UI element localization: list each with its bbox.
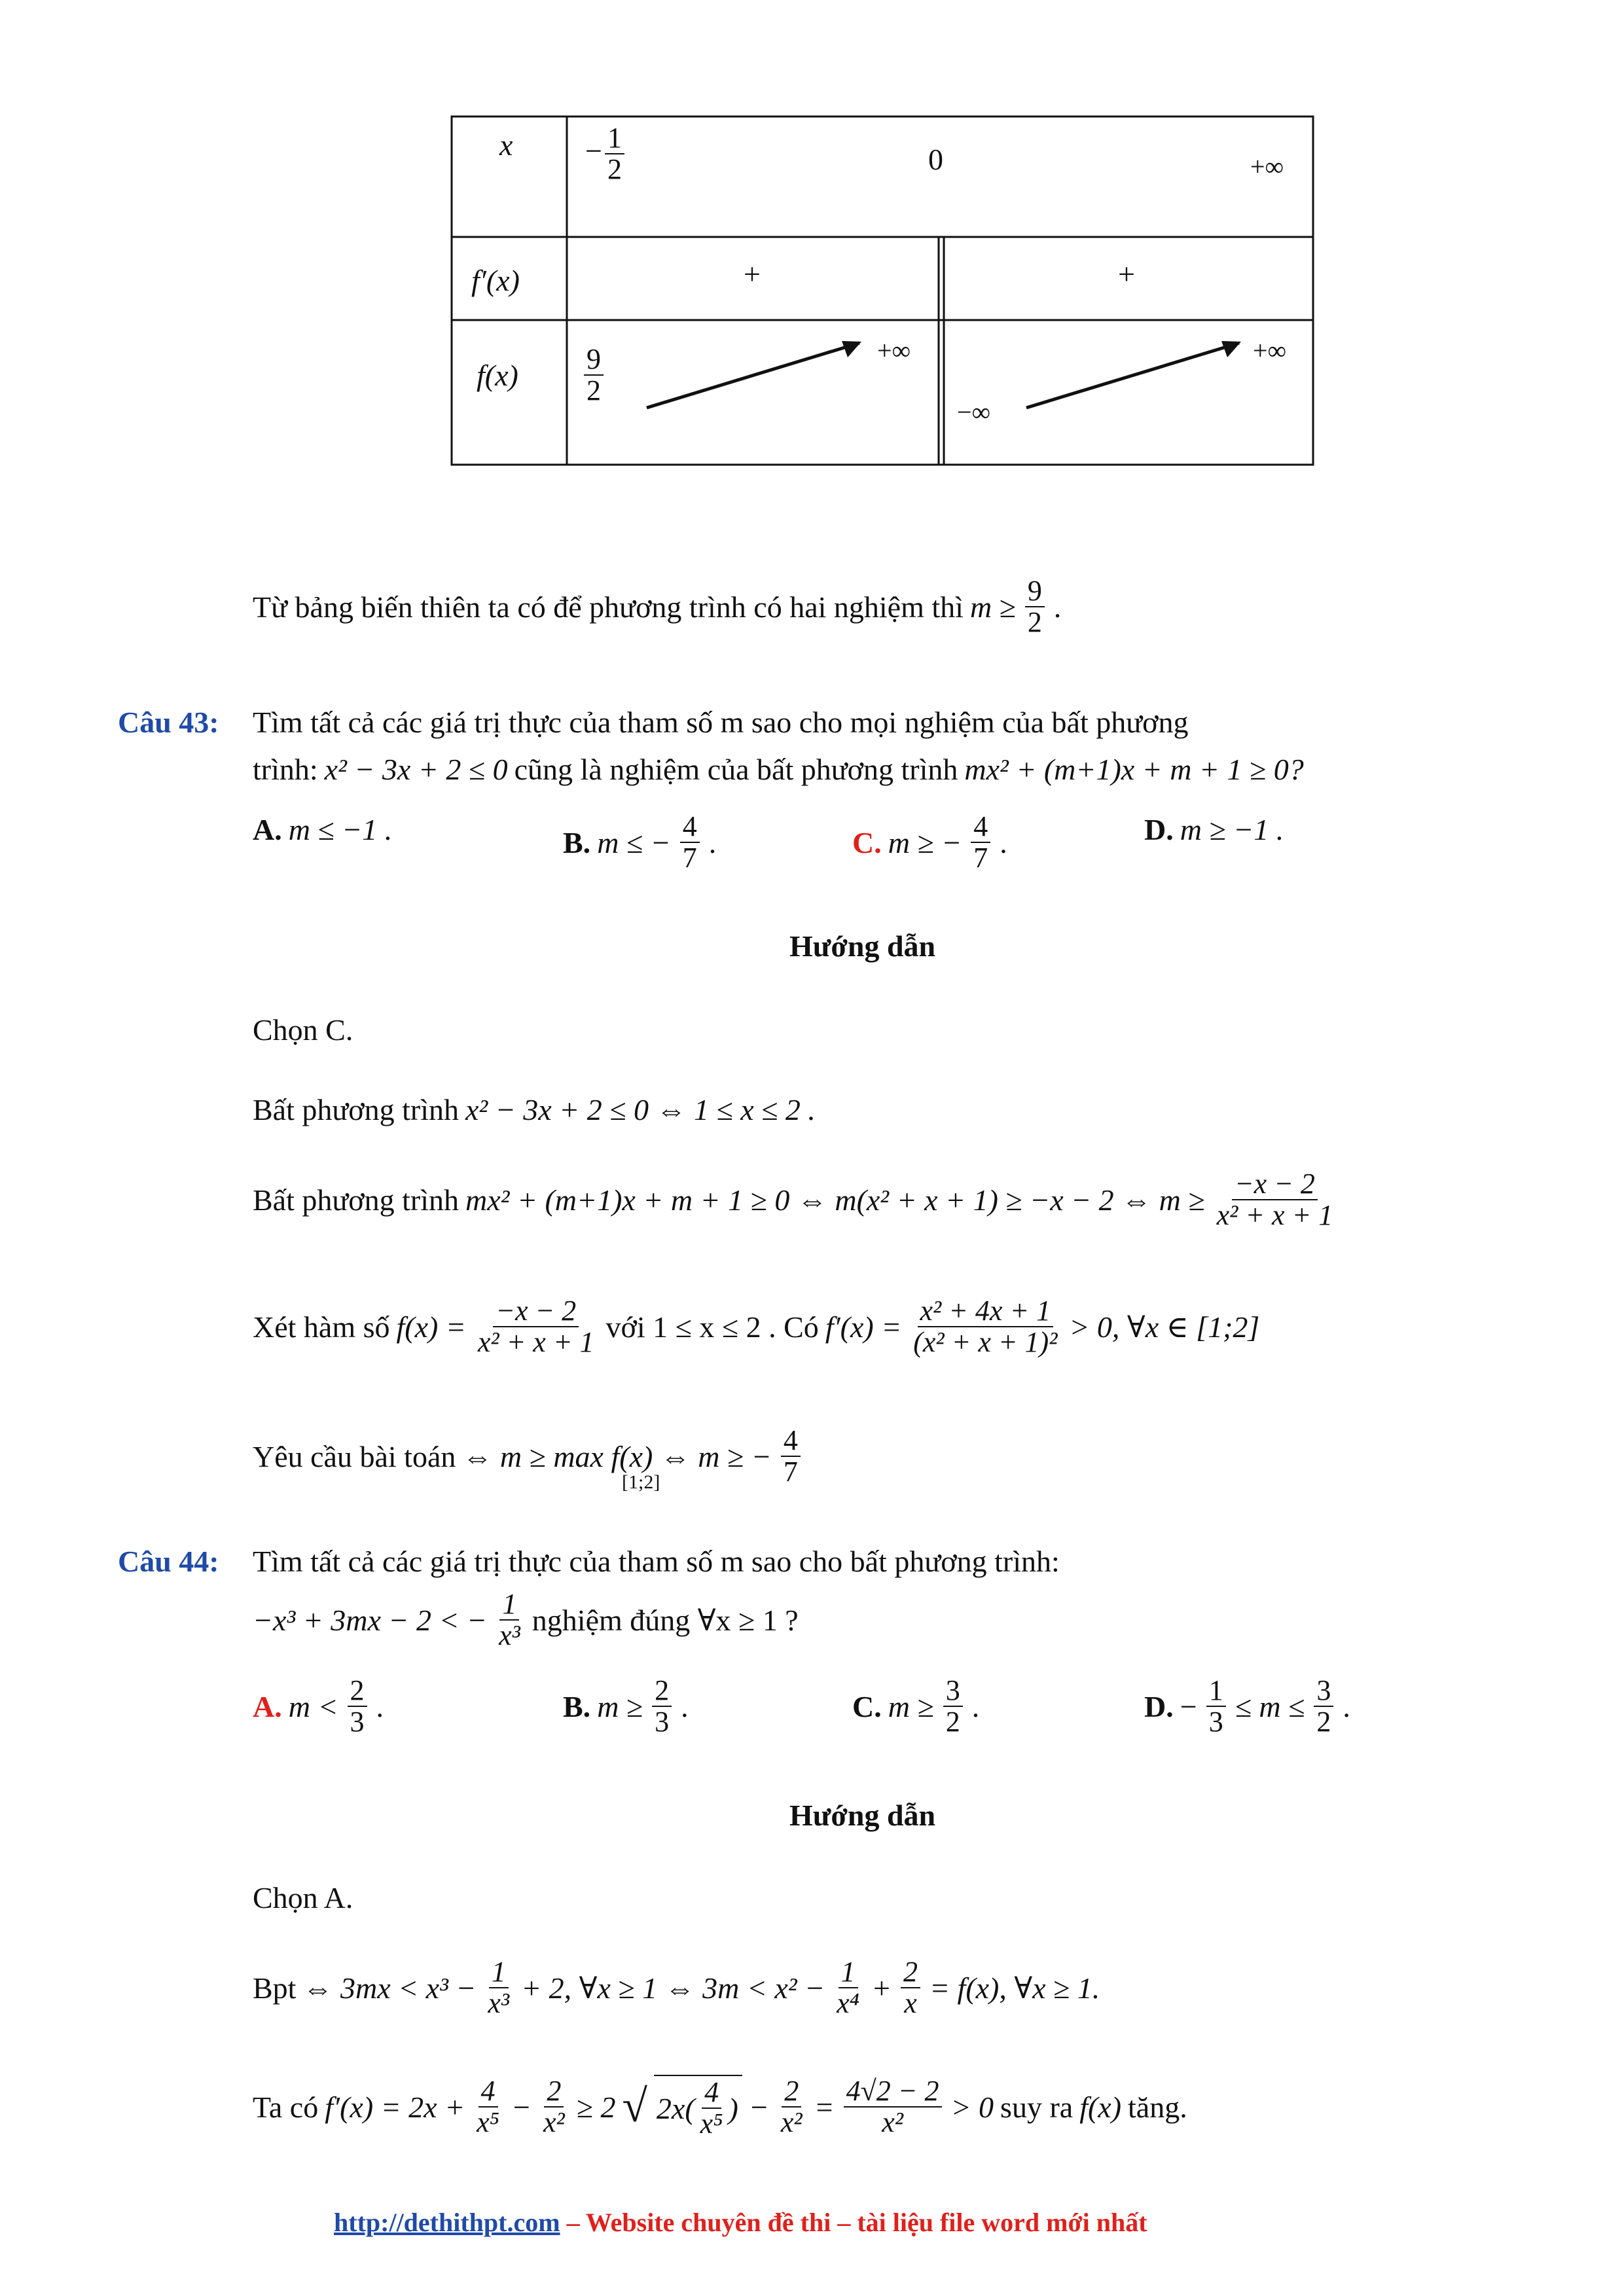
fp-sign-left: + [744,257,761,291]
q44-line1: Tìm tất cả các giá trị thực của tham số m sao cho bất phương trình: [253,1545,1060,1578]
q43-line2: trình: x² − 3x + 2 ≤ 0 cũng là nghiệm của bất phương trình mx² + (m+1)x + m + 1 ≥ 0? [253,753,1304,786]
q44-option-a[interactable]: A. m < $\frac{2}{3}$ . [253,1674,384,1738]
f-left-end: +∞ [877,336,911,365]
q44-choice: Chọn A. [253,1881,353,1914]
conclusion-line: Từ bảng biến thiên ta có để phương trình có hai nghiệm thì m ≥ $\frac{9}{2}$ . [253,575,1062,639]
q44-label: Câu 44: [118,1545,219,1578]
variation-table-frame [450,115,1314,466]
q44-option-b[interactable]: B. m ≥ $\frac{2}{3}$ . [563,1674,689,1738]
q43-option-c[interactable]: C. m ≥ − $\frac{4}{7}$ . [852,810,1007,874]
f-right-end: +∞ [1253,336,1287,365]
q43-step4-subscript: [1;2] [622,1471,660,1493]
q44-taco-line: Ta có f′(x) = 2x + $\frac{4}{\text{x⁵}}$ − $\frac{2}{\text{x²}}$ ≥ 2 √ 2x ( $\frac{4}{\text{x⁵}}$ ) − $\frac{2}{\text{x²}}$ = $\frac{4√2 - 2}{\text{x²}}$ > 0 suy ra f(x) tăng. [253,2075,1187,2140]
row-fp-label: f′(x) [471,264,520,297]
q43-step4: Yêu cầu bài toán ⇔ m ≥ max f(x) ⇔ m ≥ − $\frac{4}{7}$ [253,1426,803,1487]
increase-arrow-left [647,343,859,408]
q44-line2: −x³ + 3mx − 2 < − $\frac{1}{\text{x³}}$ nghiệm đúng ∀x ≥ 1 ? [253,1588,799,1652]
q43-guide-title: Hướng dẫn [789,929,936,963]
increase-arrow-right [1026,343,1239,408]
x-first-value: − $\frac{1}{2}$ [585,123,627,185]
sqrt-expression: 2x ( $\frac{4}{\text{x⁵}}$ ) [654,2075,742,2139]
row-f-label: f(x) [477,359,518,392]
f-left-start: $\frac{9}{2}$ [581,344,606,406]
q43-label: Câu 43: [118,706,219,739]
q43-option-a[interactable]: A. m ≤ −1 . [253,813,393,846]
footer-link[interactable]: http://dethithpt.com [334,2208,560,2237]
row-x-label: x [499,128,513,162]
x-end-value: +∞ [1250,152,1284,181]
fp-sign-right: + [1118,257,1135,291]
q44-bpt-line: Bpt ⇔ 3mx < x³ − $\frac{1}{\text{x³}}$ + 2, ∀x ≥ 1 ⇔ 3m < x² − $\frac{1}{\text{x⁴}}$ + $\frac{2}{x}$ = f(x), ∀x ≥ 1. [253,1956,1100,2020]
footer [334,2207,1147,2238]
variation-table [450,115,1314,466]
q43-step2: Bất phương trình mx² + (m+1)x + m + 1 ≥ 0 ⇔ m(x² + x + 1) ≥ −x − 2 ⇔ m ≥ $\frac{-x - 2}{\text{x² + x + 1}}$ [253,1168,1333,1232]
q44-option-c[interactable]: C. m ≥ $\frac{3}{2}$ . [852,1674,980,1738]
q43-option-b[interactable]: B. m ≤ − $\frac{4}{7}$ . [563,810,717,874]
x-mid-value: 0 [928,143,943,176]
q44-guide-title: Hướng dẫn [789,1799,936,1832]
q43-option-d[interactable]: D. m ≥ −1 . [1144,813,1284,846]
q44-option-d[interactable]: D. − $\frac{1}{3}$ ≤ m ≤ $\frac{3}{2}$ . [1144,1674,1350,1738]
footer-text: – Website chuyên đề thi – tài liệu file word mới nhất [560,2208,1147,2237]
q43-line1: Tìm tất cả các giá trị thực của tham số m sao cho mọi nghiệm của bất phương [253,706,1189,739]
f-right-start: −∞ [957,397,991,427]
q43-step3: Xét hàm số f(x) = $\frac{-x - 2}{\text{x² + x + 1}}$ với 1 ≤ x ≤ 2 . Có f′(x) = $\frac{\text{x² + 4x + 1}}{\text{(x² + x + 1)²}}$ > 0, ∀x ∈ [1;2] [253,1295,1260,1359]
q43-step1: Bất phương trình x² − 3x + 2 ≤ 0 ⇔ 1 ≤ x ≤ 2 . [253,1093,816,1126]
q43-choice: Chọn C. [253,1013,353,1047]
